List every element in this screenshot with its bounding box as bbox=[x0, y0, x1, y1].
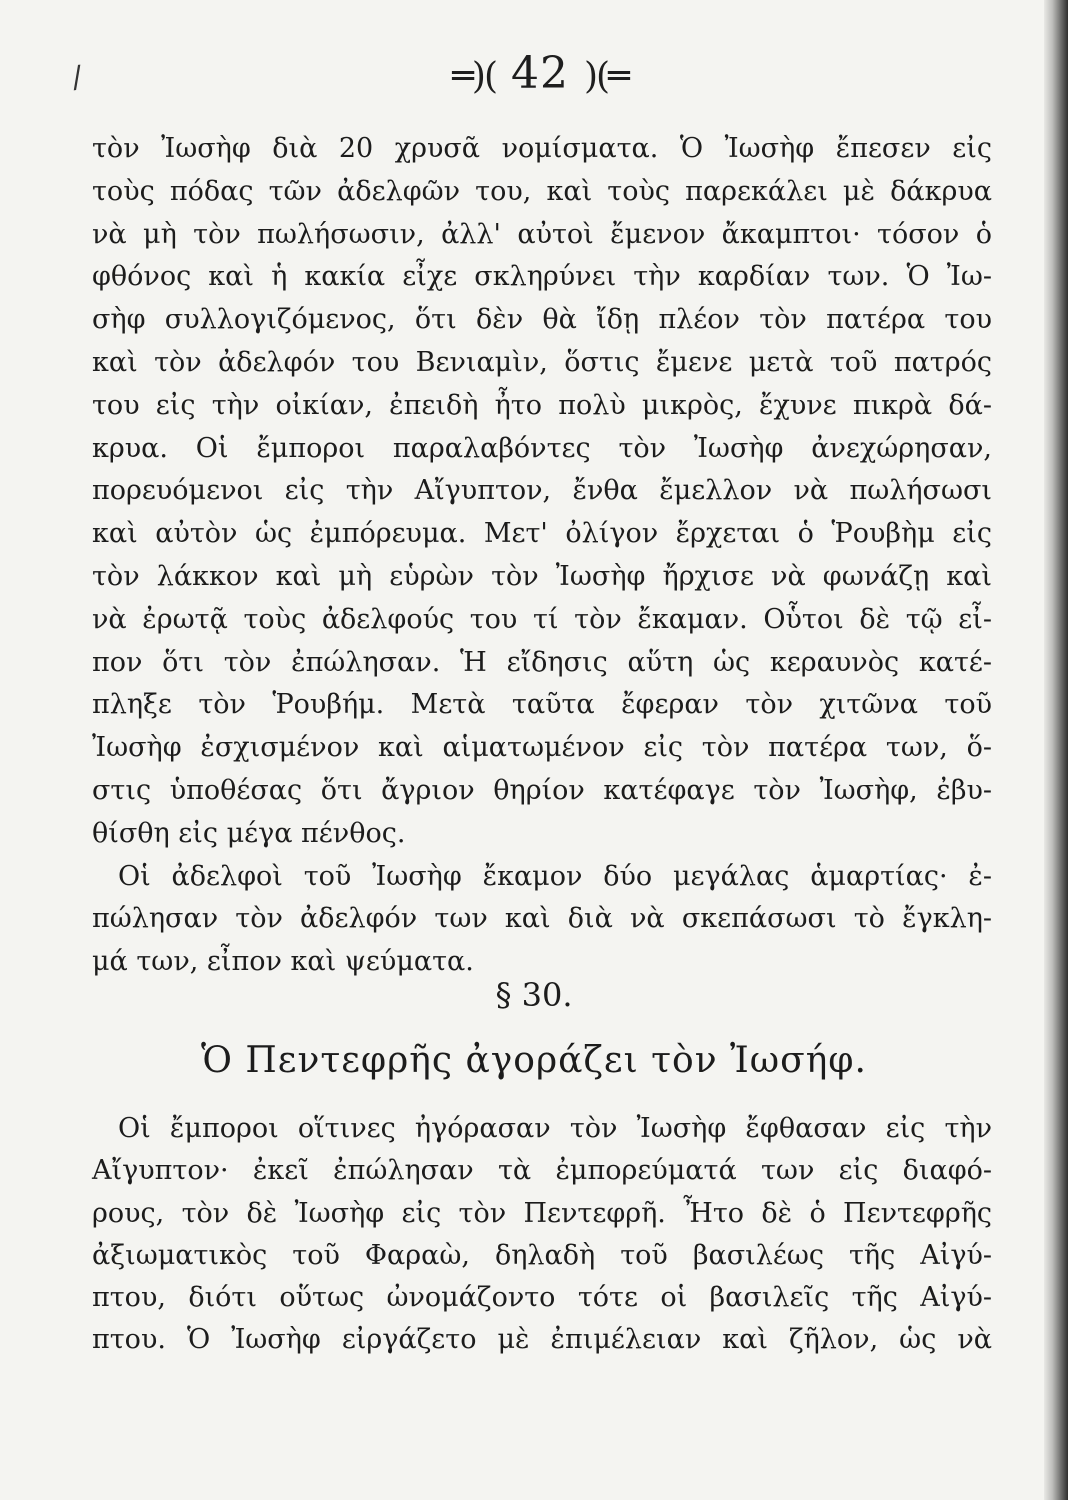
book-spine-edge bbox=[1044, 0, 1068, 1500]
section-text-block bbox=[92, 1108, 992, 1362]
text-line: τοὺς πόδας τῶν ἀδελφῶν του, καὶ τοὺς παρεκάλει μὲ δάκρυα bbox=[92, 175, 992, 207]
page-header bbox=[420, 48, 660, 99]
main-text-block bbox=[92, 128, 992, 984]
text-line: καὶ τὸν ἀδελφόν του Βενιαμὶν, ὅστις ἔμενε μετὰ τοῦ πατρός bbox=[92, 346, 992, 378]
text-line: πώλησαν τὸν ἀδελφόν των καὶ διὰ νὰ σκεπάσωσι τὸ ἔγκλη- bbox=[92, 903, 992, 935]
margin-mark: / bbox=[69, 59, 85, 96]
text-line: τὸν Ἰωσὴφ διὰ 20 χρυσᾶ νομίσματα. Ὁ Ἰωσὴφ ἔπεσεν εἰς bbox=[92, 133, 992, 164]
text-line: τὸν λάκκον καὶ μὴ εὑρὼν τὸν Ἰωσὴφ ἤρχισε νὰ φωνάζῃ καὶ bbox=[92, 560, 992, 592]
text-line: στις ὑποθέσας ὅτι ἄγριον θηρίον κατέφαγε τὸν Ἰωσὴφ, ἐβυ- bbox=[92, 774, 992, 806]
text-line: ρους, τὸν δὲ Ἰωσὴφ εἰς τὸν Πεντεφρῆ. Ἦτο δὲ ὁ Πεντεφρῆς bbox=[92, 1197, 992, 1229]
section-title: Ὁ Πεντεφρῆς ἀγοράζει τὸν Ἰωσήφ. bbox=[201, 1040, 867, 1081]
paragraph-1 bbox=[92, 128, 992, 856]
text-line: πτου, διότι οὕτως ὠνομάζοντο τότε οἱ βασιλεῖς τῆς Αἰγύ- bbox=[92, 1282, 992, 1314]
text-line: Οἱ ἔμποροι οἵτινες ἠγόρασαν τὸν Ἰωσὴφ ἔφθασαν εἰς τὴν bbox=[118, 1113, 992, 1144]
text-line: κρυα. Οἱ ἔμποροι παραλαβόντες τὸν Ἰωσὴφ ἀνεχώρησαν, bbox=[92, 432, 992, 464]
paragraph-2 bbox=[92, 856, 992, 984]
text-line: μά των, εἶπον καὶ ψεύματα. bbox=[92, 946, 474, 978]
text-line: καὶ αὐτὸν ὡς ἐμπόρευμα. Μετ' ὀλίγον ἔρχεται ὁ Ῥουβὴμ εἰς bbox=[92, 518, 992, 550]
text-line: Αἴγυπτον· ἐκεῖ ἐπώλησαν τὰ ἐμπορεύματά των εἰς διαφό- bbox=[92, 1155, 992, 1187]
text-line: φθόνος καὶ ἡ κακία εἶχε σκληρύνει τὴν καρδίαν των. Ὁ Ἰω- bbox=[92, 261, 992, 293]
header-ornament-right: )(═ bbox=[584, 56, 628, 97]
page-number: 42 bbox=[511, 48, 569, 99]
text-line: θίσθη εἰς μέγα πένθος. bbox=[92, 817, 406, 849]
text-line: πτου. Ὁ Ἰωσὴφ εἰργάζετο μὲ ἐπιμέλειαν καὶ ζῆλον, ὡς νὰ bbox=[92, 1324, 992, 1356]
text-line: πορευόμενοι εἰς τὴν Αἴγυπτον, ἔνθα ἔμελλον νὰ πωλήσωσι bbox=[92, 475, 992, 507]
text-line: σὴφ συλλογιζόμενος, ὅτι δὲν θὰ ἴδῃ πλέον τὸν πατέρα του bbox=[92, 304, 992, 336]
text-line: ἀξιωματικὸς τοῦ Φαραὼ, δηλαδὴ τοῦ βασιλέως τῆς Αἰγύ- bbox=[92, 1239, 992, 1271]
text-line: νὰ μὴ τὸν πωλήσωσιν, ἀλλ' αὐτοὶ ἔμενον ἄκαμπτοι· τόσον ὁ bbox=[92, 218, 992, 250]
text-line: πληξε τὸν Ῥουβήμ. Μετὰ ταῦτα ἔφεραν τὸν χιτῶνα τοῦ bbox=[92, 689, 992, 721]
text-line: πον ὅτι τὸν ἐπώλησαν. Ἡ εἴδησις αὕτη ὡς κεραυνὸς κατέ- bbox=[92, 646, 992, 678]
text-line: Οἱ ἀδελφοὶ τοῦ Ἰωσὴφ ἔκαμον δύο μεγάλας ἁμαρτίας· ἐ- bbox=[118, 860, 992, 892]
text-line: νὰ ἐρωτᾷ τοὺς ἀδελφούς του τί τὸν ἔκαμαν. Οὗτοι δὲ τῷ εἶ- bbox=[92, 603, 992, 635]
header-ornament-left: ═)( bbox=[452, 56, 496, 97]
paragraph-3 bbox=[92, 1108, 992, 1362]
text-line: Ἰωσὴφ ἐσχισμένον καὶ αἱματωμένον εἰς τὸν πατέρα των, ὅ- bbox=[92, 732, 992, 764]
section-number: § 30. bbox=[495, 976, 573, 1014]
text-line: του εἰς τὴν οἰκίαν, ἐπειδὴ ἦτο πολὺ μικρὸς, ἔχυνε πικρὰ δά- bbox=[92, 389, 992, 421]
